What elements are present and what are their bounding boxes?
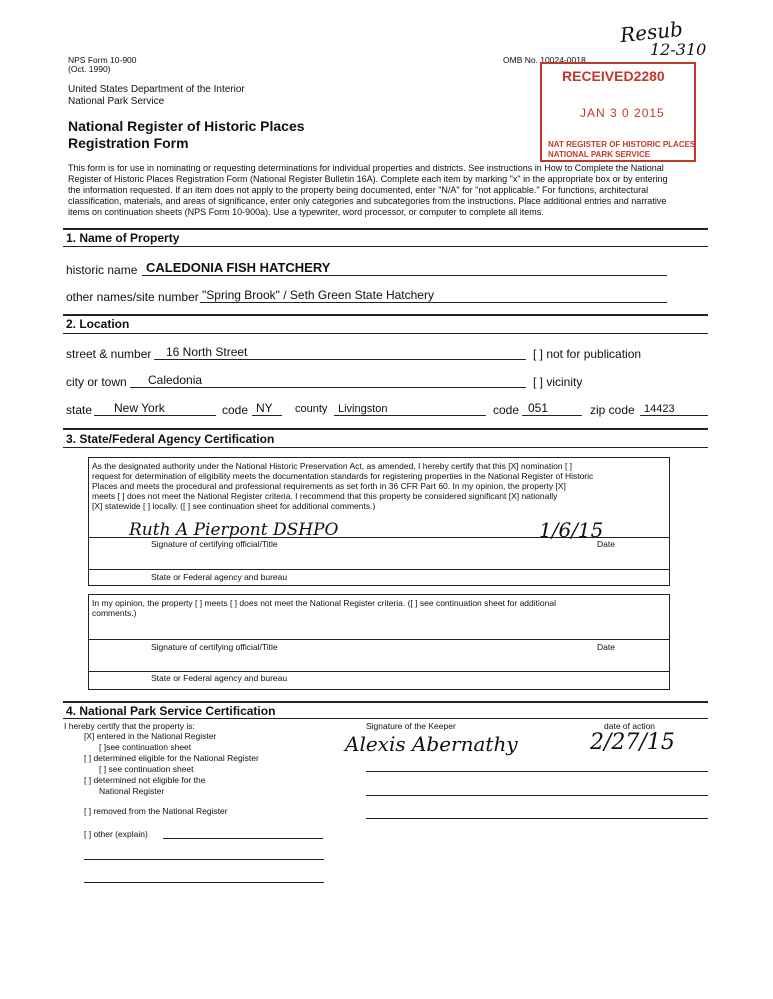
department: United States Department of the Interior	[68, 84, 245, 95]
street-field[interactable]: 16 North Street	[154, 345, 526, 360]
opinion-box	[88, 594, 670, 690]
certification-text: As the designated authority under the National Historic Preservation Act, as amended, I hereby certify that this [X] nomination [ ] request for determination of eligibility meets the documentation standards for registering properties in the National Register of Historic Places and meets the procedural and professional requirements as set forth in 36 CFR Part 60. In my opinion, the property [X] meets [ ] does not meet the National Register criteria. I recommend that this property be considered significant [X] nationally [X] statewide [ ] locally. ([ ] see continuation sheet for additional comments.)	[92, 461, 594, 511]
eligible-checkbox[interactable]: [ ] determined eligible for the National Register	[84, 753, 259, 763]
certifying-signature: Ruth A Pierpont DSHPO	[129, 520, 339, 540]
county-code-field[interactable]: 051	[522, 401, 582, 416]
action-date: 2/27/15	[590, 730, 675, 755]
entered-checkbox[interactable]: [X] entered in the National Register	[84, 731, 217, 741]
not-for-publication[interactable]: [ ] not for publication	[533, 347, 642, 361]
historic-name-label: historic name	[66, 263, 138, 277]
date-of-action-label: date of action	[604, 721, 656, 731]
signature-label: Signature of certifying official/Title	[151, 539, 278, 549]
intro-text: This form is for use in nominating or requesting determinations for individual properties and districts. See instructions in How to Complete the National Register of Historic Places Registration Form (National Register Bulletin 16A). Complete each item by marking "x" in the appropriate box or by entering the information requested. If an item does not apply to the property being documented, enter "N/A" for "not applicable." For functions, architectural classification, materials, and areas of significance, enter only categories and subcategories from the instructions. Place additional entries and narrative items on continuation sheets (NPS Form 10-900a). Use a typewriter, word processor, or computer to complete all items.	[68, 163, 668, 217]
section-1-heading: 1. Name of Property	[66, 231, 180, 245]
form-number: NPS Form 10-900	[68, 55, 137, 65]
stamp-text: NAT REGISTER OF HISTORIC PLACES NATIONAL PARK SERVICE	[548, 140, 696, 159]
nps-intro: I hereby certify that the property is:	[64, 721, 195, 731]
vicinity[interactable]: [ ] vicinity	[533, 375, 583, 389]
handwritten-code: 12-310	[650, 40, 707, 59]
section-2-heading: 2. Location	[66, 317, 130, 331]
county-field[interactable]: Livingston	[334, 401, 486, 416]
state-field[interactable]: New York	[94, 401, 216, 416]
city-field[interactable]: Caledonia	[130, 373, 526, 388]
code-label: code	[222, 403, 249, 417]
other-names-field[interactable]: "Spring Brook" / Seth Green State Hatchery	[200, 288, 667, 303]
county-label: county	[295, 403, 328, 415]
form-date: (Oct. 1990)	[68, 64, 111, 74]
agency-label: State or Federal agency and bureau	[151, 572, 288, 582]
keeper-label: Signature of the Keeper	[366, 721, 456, 731]
other-checkbox[interactable]: [ ] other (explain)	[84, 829, 148, 839]
form-title: National Register of Historic Places	[68, 118, 305, 134]
stamp-date: JAN 3 0 2015	[580, 106, 665, 120]
opinion-text: In my opinion, the property [ ] meets [ ] does not meet the National Register criteria. ([ ] see continuation sheet for additional comments.)	[92, 598, 556, 618]
historic-name-field[interactable]: CALEDONIA FISH HATCHERY	[142, 261, 667, 276]
agency-label-2: State or Federal agency and bureau	[151, 673, 288, 683]
section-4-heading: 4. National Park Service Certification	[66, 704, 276, 718]
other-names-label: other names/site number	[66, 290, 199, 304]
state-label: state	[66, 403, 93, 417]
not-eligible-checkbox[interactable]: [ ] determined not eligible for the	[84, 775, 206, 785]
handwritten-note: Resub	[618, 16, 684, 48]
street-label: street & number	[66, 347, 152, 361]
not-eligible-label: National Register	[99, 786, 165, 796]
state-code-field[interactable]: NY	[252, 401, 282, 416]
section-3-heading: 3. State/Federal Agency Certification	[66, 432, 275, 446]
omb-number: OMB No. 10024-0018	[503, 55, 586, 65]
certifying-date: 1/6/15	[539, 518, 604, 542]
zip-label: zip code	[590, 403, 635, 417]
continuation-checkbox-1[interactable]: [ ]see continuation sheet	[99, 742, 192, 752]
signature-label-2: Signature of certifying official/Title	[151, 642, 278, 652]
city-label: city or town	[66, 375, 127, 389]
removed-checkbox[interactable]: [ ] removed from the National Register	[84, 806, 228, 816]
service: National Park Service	[68, 96, 165, 107]
form-subtitle: Registration Form	[68, 135, 189, 151]
county-code-label: code	[493, 403, 520, 417]
state-certification-box	[88, 457, 670, 586]
continuation-checkbox-2[interactable]: [ ] see continuation sheet	[99, 764, 194, 774]
keeper-signature: Alexis Abernathy	[345, 732, 518, 756]
date-label: Date	[597, 539, 615, 549]
zip-field[interactable]: 14423	[640, 401, 708, 416]
date-label-2: Date	[597, 642, 615, 652]
stamp-received: RECEIVED2280	[562, 68, 665, 84]
